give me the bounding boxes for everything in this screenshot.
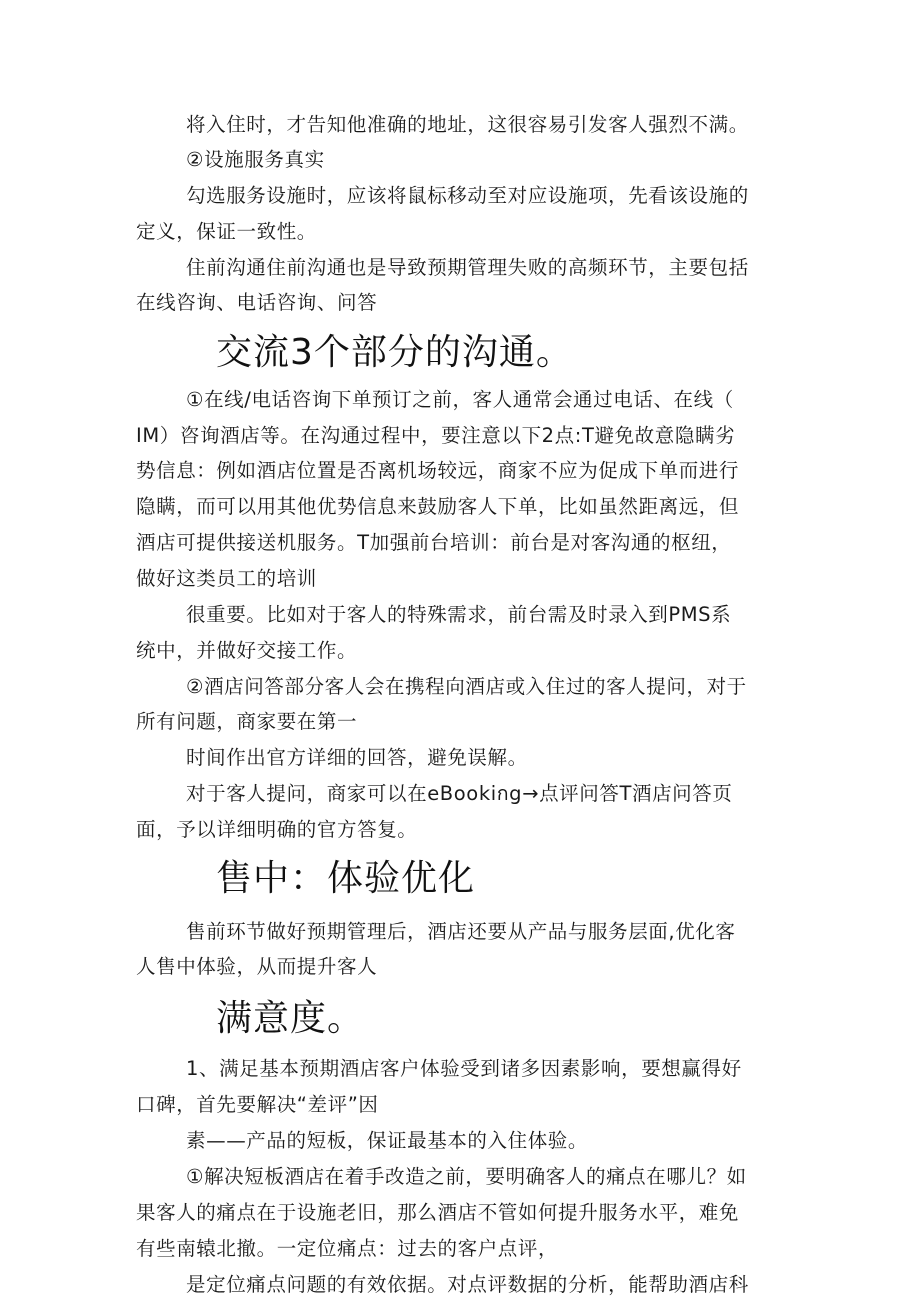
text-line: 售前环节做好预期管理后，酒店还要从产品与服务层面,优化客 xyxy=(186,920,736,943)
text-line: 将入住时，才告知他准确的地址，这很容易引发客人强烈不满。 xyxy=(186,113,749,136)
text-line: 住前沟通住前沟通也是导致预期管理失败的高频环节，主要包括 xyxy=(186,256,749,279)
text-line: 隐瞒，而可以用其他优势信息来鼓励客人下单，比如虽然距离远，但 xyxy=(136,495,740,518)
text-line: 面，予以详细明确的官方答复。 xyxy=(136,818,418,841)
text-line: 做好这类员工的培训 xyxy=(136,567,317,590)
text-line: ②酒店问答部分客人会在携程向酒店或入住过的客人提问，对于 xyxy=(186,675,747,698)
text-line: IM）咨询酒店等。在沟通过程中，要注意以下2点:T避免故意隐瞒劣 xyxy=(136,424,736,447)
text-line: 1、满足基本预期酒店客户体验受到诸多因素影响，要想赢得好 xyxy=(186,1057,742,1080)
text-line: 人售中体验，从而提升客人 xyxy=(136,955,378,978)
text-line: 有些南辕北撤。一定位痛点：过去的客户点评， xyxy=(136,1237,559,1260)
text-line: 果客人的痛点在于设施老旧，那么酒店不管如何提升服务水平，难免 xyxy=(136,1201,740,1224)
section-heading: 满意度。 xyxy=(216,998,365,1039)
text-line: 所有问题，商家要在第一 xyxy=(136,710,358,733)
text-line: 时间作出官方详细的回答，避免误解。 xyxy=(186,746,528,769)
section-heading: 交流3个部分的沟通。 xyxy=(216,332,573,373)
text-line: 在线咨询、电话咨询、问答 xyxy=(136,291,378,314)
text-line: 统中，并做好交接工作。 xyxy=(136,639,358,662)
text-line: 素——产品的短板，保证最基本的入住体验。 xyxy=(186,1129,589,1152)
text-line: ①解决短板酒店在着手改造之前，要明确客人的痛点在哪儿？如 xyxy=(186,1165,747,1188)
text-line: 口碑，首先要解决“差评”因 xyxy=(136,1093,379,1116)
text-line: ①在线/电话咨询下单预订之前，客人通常会通过电话、在线（ xyxy=(186,388,734,411)
text-line: 很重要。比如对于客人的特殊需求，前台需及时录入到PMS系 xyxy=(186,603,732,626)
text-line: 对于客人提问，商家可以在eBookiกg→点评问答T酒店问答页 xyxy=(186,782,733,805)
text-line: 是定位痛点问题的有效依据。对点评数据的分析，能帮助酒店科 xyxy=(186,1273,749,1296)
section-heading: 售中：体验优化 xyxy=(216,858,476,899)
text-line: 勾选服务设施时，应该将鼠标移动至对应设施项，先看该设施的 xyxy=(186,184,749,207)
text-line: 定义，保证一致性。 xyxy=(136,220,317,243)
text-line: 酒店可提供接送机服务。T加强前台培训：前台是对客沟通的枢纽， xyxy=(136,531,732,554)
text-line: 势信息：例如酒店位置是否离机场较远，商家不应为促成下单而进行 xyxy=(136,459,740,482)
text-line: ②设施服务真实 xyxy=(186,148,325,171)
